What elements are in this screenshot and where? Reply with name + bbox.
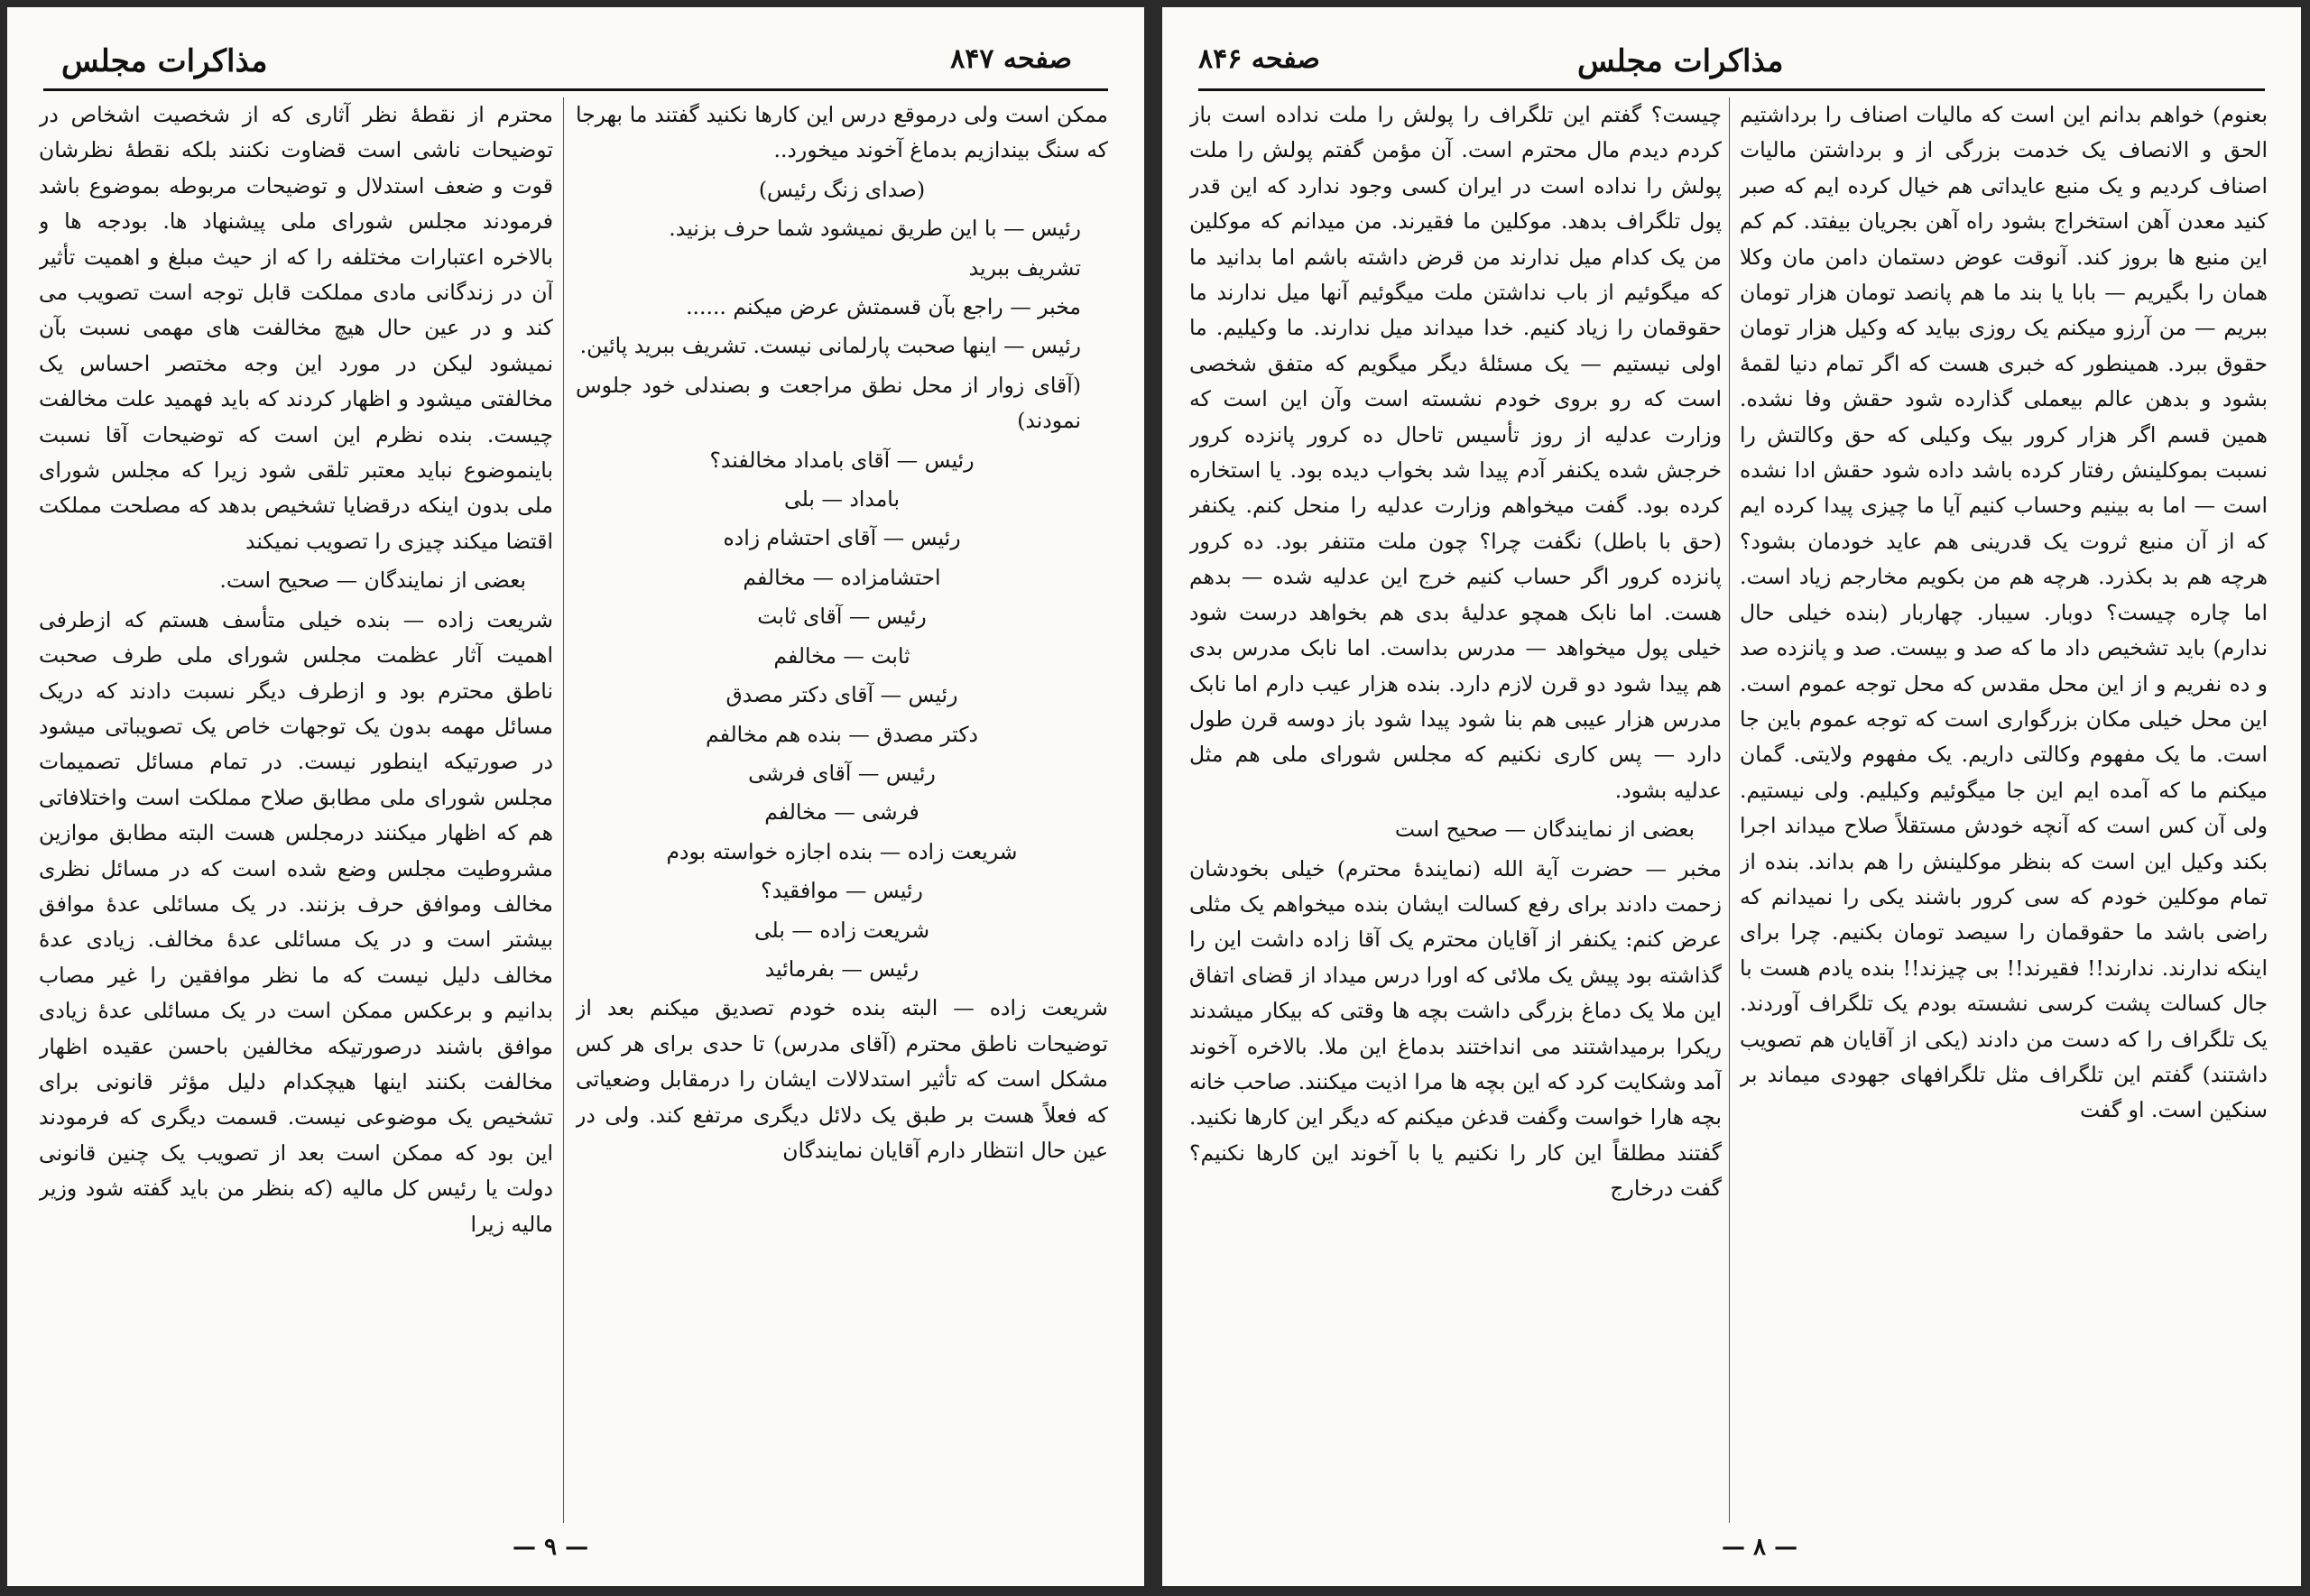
speaker-line: ثابت — مخالفم bbox=[773, 642, 910, 669]
paragraph: تشریف ببرید bbox=[968, 254, 1081, 281]
stage-direction: (آقای زوار از محل نطق مراجعت و بصندلی خود جلوس نمودند) bbox=[576, 372, 1081, 434]
header-page-number: صفحه ۸۴۶ bbox=[1198, 43, 1320, 75]
column-divider bbox=[563, 97, 564, 1523]
page-header bbox=[1198, 34, 2265, 91]
speaker-line: فرشی — مخالفم bbox=[764, 799, 919, 826]
column-divider bbox=[1729, 97, 1730, 1523]
paragraph: بعضی از نمایندگان — صحیح است. bbox=[219, 567, 526, 594]
paragraph: محترم از نقطهٔ نظر آثاری که از شخصیت اشخاص در توضیحات ناشی است قضاوت نکنند بلکه نقطهٔ نظرشان قوت و ضعف استدلال و توضیحات مربوطه بموضوع باشد فرمودند مجلس شورای ملی پیشنهاد ها. بودجه ها و بالاخره اعتبارات مختلفه را که از حیث مبلغ و اهمیت تأثیر آن در زندگانی مادی مملکت قابل توجه است تصویب می کند و در عین حال هیچ مخالفت های مهمی نسبت بآن نمیشود لیکن در مورد این وجه مختصر احساس یک مخالفتی میشود و اظهار کردند که باید فهمید علت مخالفت چیست. بنده نظرم این است که توضیحات آقا نسبت باینموضوع نباید معتبر تلقی شود زیرا که مجلس شورای ملی بدون اینکه درقضایا تشخیص بدهد که مصلحت مملکت اقتضا میکند چیزی را تصویب نمیکند bbox=[39, 102, 553, 554]
speaker-line: بامداد — بلی bbox=[784, 486, 900, 512]
right-column bbox=[576, 97, 1108, 1523]
speaker-line: شریعت زاده — بلی bbox=[753, 917, 930, 943]
stage-direction: (صدای زنگ رئیس) bbox=[758, 176, 926, 202]
header-title: مذاکرات مجلس bbox=[1577, 43, 1784, 79]
left-column bbox=[1189, 97, 1722, 1523]
paragraph: رئیس — اینها صحبت پارلمانی نیست. تشریف ببرید پائین. bbox=[579, 333, 1081, 359]
paragraph: رئیس — با این طریق نمیشود شما حرف بزنید. bbox=[669, 216, 1081, 242]
speaker-line: رئیس — آقای بامداد مخالفند؟ bbox=[709, 447, 975, 473]
paragraph: چیست؟ گفتم این تلگراف را پولش را ملت نداده است باز کردم دیدم مال محترم است. آن مؤمن گفتم پولش را ملت پولش را نداده است در ایران کسی وجود ندارد که این قدر پول تلگراف بدهد. موکلین ما فقیرند. من میدانم که موکلین من یک کدام میل ندارند من قرض داشته باشم اما بدانید ما که میگوئیم از باب نداشتن ملت میگوئیم آنها میل ندارند ما حقوقمان را زیاد کنیم. خدا میداند میل ندارند. ما وکیلیم. ما اولی نیستیم — یک مسئلهٔ دیگر میگویم که متفق شخصی است که رو بروی خودم نشسته است وآن این است که وزارت عدلیه از روز تأسیس تاحال ده کرور پانزده کرور خرجش شده یکنفر آدم پیدا شد بخواب دیده بود. یا استخاره کرده بود. گفت میخواهم وزارت عدلیه را منحل کنم. یکنفر (حق با باطل) نگفت چرا؟ چون ملت متنفر بود. ده کرور پانزده کرور اگر حساب کنیم خرج این عدلیه شده — بدهم هست. اما نابک همچو عدلیهٔ بدی هم بخواهد درست شود خیلی پول میخواهد — مدرس بداست. اما نابک مدرس بدی هم پیدا شود دو قرن لازم دارد. بنده هزار عیب دارم اما نابک مدرس هزار عیبی هم بنا شود پیدا شود باز دوسه قرن طول دارد — پس کاری نکنیم که مجلس شورای ملی هم مثل عدلیه بشود. bbox=[1189, 102, 1722, 803]
header-page-number: صفحه ۸۴۷ bbox=[950, 43, 1072, 75]
paragraph: شریعت زاده — بنده خیلی متأسف هستم که ازطرفی اهمیت آثار عظمت مجلس شورای ملی طرف صحبت ناطق محترم بود و ازطرف دیگر نسبت دادند که دریک مسائل مهمه بدون یک توجهات خاص یک تصویباتی میشود در صورتیکه اینطور نیست. در تمام مسائل تصمیمات مجلس شورای ملی مطابق صلاح مملکت است واختلافاتی هم که اظهار میکنند درمجلس هست البته مطابق موازین مشروطیت مجلس وضع شده است که در مسائل نظری مخالف وموافق حرف بزنند. در یک مسائلی عدهٔ موافق بیشتر است و در یک مسائلی عدهٔ مخالف. زیادی عدهٔ مخالف دلیل نیست که ما نظر موافقین را غیر مصاب بدانیم و برعکس ممکن است در یک مسائلی عدهٔ زیادی موافق باشند درصورتیکه مخالفین باحسن عقیده اظهار مخالفت بکنند اینها هیچکدام دلیل مؤثر قانونی برای تشخیص یک موضوعی نیست. قسمت دیگری که فرمودند این بود که ممکن است بعد از تصویب یک چنین قانونی دولت یا رئیس کل مالیه (که بنظر من باید گفته شود وزیر مالیه زیرا bbox=[39, 606, 553, 1237]
speaker-line: رئیس — آقای احتشام زاده bbox=[723, 525, 961, 551]
left-page bbox=[7, 7, 1144, 1586]
page-footer-number: — ۹ — bbox=[513, 1534, 589, 1561]
paragraph: ممکن است ولی درموقع درس این کارها نکنید گفتند ما بهرجا که سنگ بیندازیم بدماغ آخوند میخورد.. bbox=[576, 102, 1108, 163]
paragraph: شریعت زاده — البته بنده خودم تصدیق میکنم بعد از توضیحات ناطق محترم (آقای مدرس) تا حدی برای هر کس مشکل است که تأثیر استدلالات ایشان را درمقابل وضعیاتی که فعلاً هست بر طبق یک دلائل دیگری مرتفع کند. ولی در عین حال انتظار دارم آقایان نمایندگان bbox=[576, 995, 1108, 1163]
speaker-line: احتشامزاده — مخالفم bbox=[743, 564, 941, 590]
speaker-line: رئیس — آقای دکتر مصدق bbox=[725, 682, 958, 708]
header-title: مذاکرات مجلس bbox=[61, 43, 268, 79]
paragraph: بعضی از نمایندگان — صحیح است bbox=[1394, 816, 1695, 843]
right-column bbox=[1740, 97, 2268, 1523]
page-header bbox=[43, 34, 1108, 91]
speaker-line: شریعت زاده — بنده اجازه خواسته بودم bbox=[666, 838, 1018, 864]
speaker-line: رئیس — بفرمائید bbox=[764, 955, 919, 982]
right-page bbox=[1162, 7, 2301, 1586]
speaker-line: رئیس — آقای ثابت bbox=[757, 604, 927, 630]
paragraph: بعنوم) خواهم بدانم این است که مالیات اصناف را برداشتیم الحق و الانصاف یک خدمت بزرگی از و برداشتن مالیات اصناف کردیم و یک منبع عایداتی هم خیال کرده ایم که صبر کنید معدن آهن استخراج بشود راه آهن بجریان بیفتد. کم کم این منبع ها بروز کند. آنوقت عوض دستمان دامن مان وکلا همان را بگیریم — بابا یا بند ما هم پانصد تومان هزار تومان ببریم — من آرزو میکنم یک روزی بیاید که وکیل هزار تومان حقوق ببرد. همینطور که خبری هست که اگر تمام دنیا لقمهٔ بشود و بدهن عالم بیعملی گذارده شود حقش وفا نشده. همین قسم اگر هزار کرور بیک وکیلی که حق وکالتش را نسبت بموکلینش رفتار کرده باشد داده شود حقش ادا نشده است — اما به بینیم وحساب کنیم آیا ما چیزی پیدا کرده ایم که از آن منبع ثروت یک قدرینی هم عاید خودمان بشود؟ هرچه هم بد بکذرد. هرچه هم من بکویم مخارجم زیاد است. اما چاره چیست؟ دوبار. سیبار. چهاربار (بنده خیلی حال ندارم) باید تشخیص داد ما که صد و بیست. صد و پانزده صد و ده نفریم و از این محل مقدس که محل توجه عموم است. این محل خیلی مکان بزرگواری است که توجه عموم باین جا است. ما یک مفهوم وکالتی داریم. یک مفهوم ولایتی. گمان میکنم ما که آمده ایم این جا میگوئیم وکیلیم. ولی نیستیم. ولی آن کس است که آنچه خودش مستقلاً صلاح میداند اجرا بکند وکیل این است که بنظر موکلینش را هم بداند. بنده از تمام موکلین خودم که سی کرور باشند یکی را نمیدانم که راضی باشد ما حقوقمان را سیصد تومان بکنیم. چرا برای اینکه ندارند. ندارند!! فقیرند!! بی چیزند!! بنده یادم هست با جال کسالت پشت کرسی نشسته بودم یک تلگراف آوردند. یک تلگراف را که دست من دادند (یکی از آقایان هم تصویب داشتند) گفتم این تلگراف مثل تلگرافهای جهودی میماند بر سنکین است. او گفت bbox=[1740, 102, 2268, 1123]
paragraph: مخبر — راجع بآن قسمتش عرض میکنم ...... bbox=[686, 294, 1081, 320]
speaker-line: رئیس — موافقید؟ bbox=[761, 878, 923, 904]
paragraph: مخبر — حضرت آیة الله (نمایندهٔ محترم) خیلی بخودشان زحمت دادند برای رفع کسالت ایشان بنده میخواهم یک مثلی عرض کنم: یکنفر از آقایان محترم یک آقا زاده داشت این را گذاشته بود پیش یک ملائی که اورا درس میداد از قضای اتفاق این ملا یک دماغ بزرگی داشت بچه ها وقتی که بیکار میشدند ریکرا برمیداشتند می انداختند بدماغ این ملا. بالاخره آخوند آمد وشکایت کرد که این بچه ها مرا اذیت میکنند. صاحب خانه بچه هارا خواست وگفت قدغن میکنم که دیگر این کارها نکنید. گفتند مطلقاً این کار را نکنیم یا با آخوند این کارها نکنیم؟ گفت درخارج bbox=[1189, 855, 1722, 1202]
speaker-line: دکتر مصدق — بنده هم مخالفم bbox=[705, 721, 978, 747]
left-column bbox=[39, 97, 553, 1523]
speaker-line: رئیس — آقای فرشی bbox=[748, 760, 936, 786]
page-footer-number: — ۸ — bbox=[1722, 1534, 1798, 1561]
